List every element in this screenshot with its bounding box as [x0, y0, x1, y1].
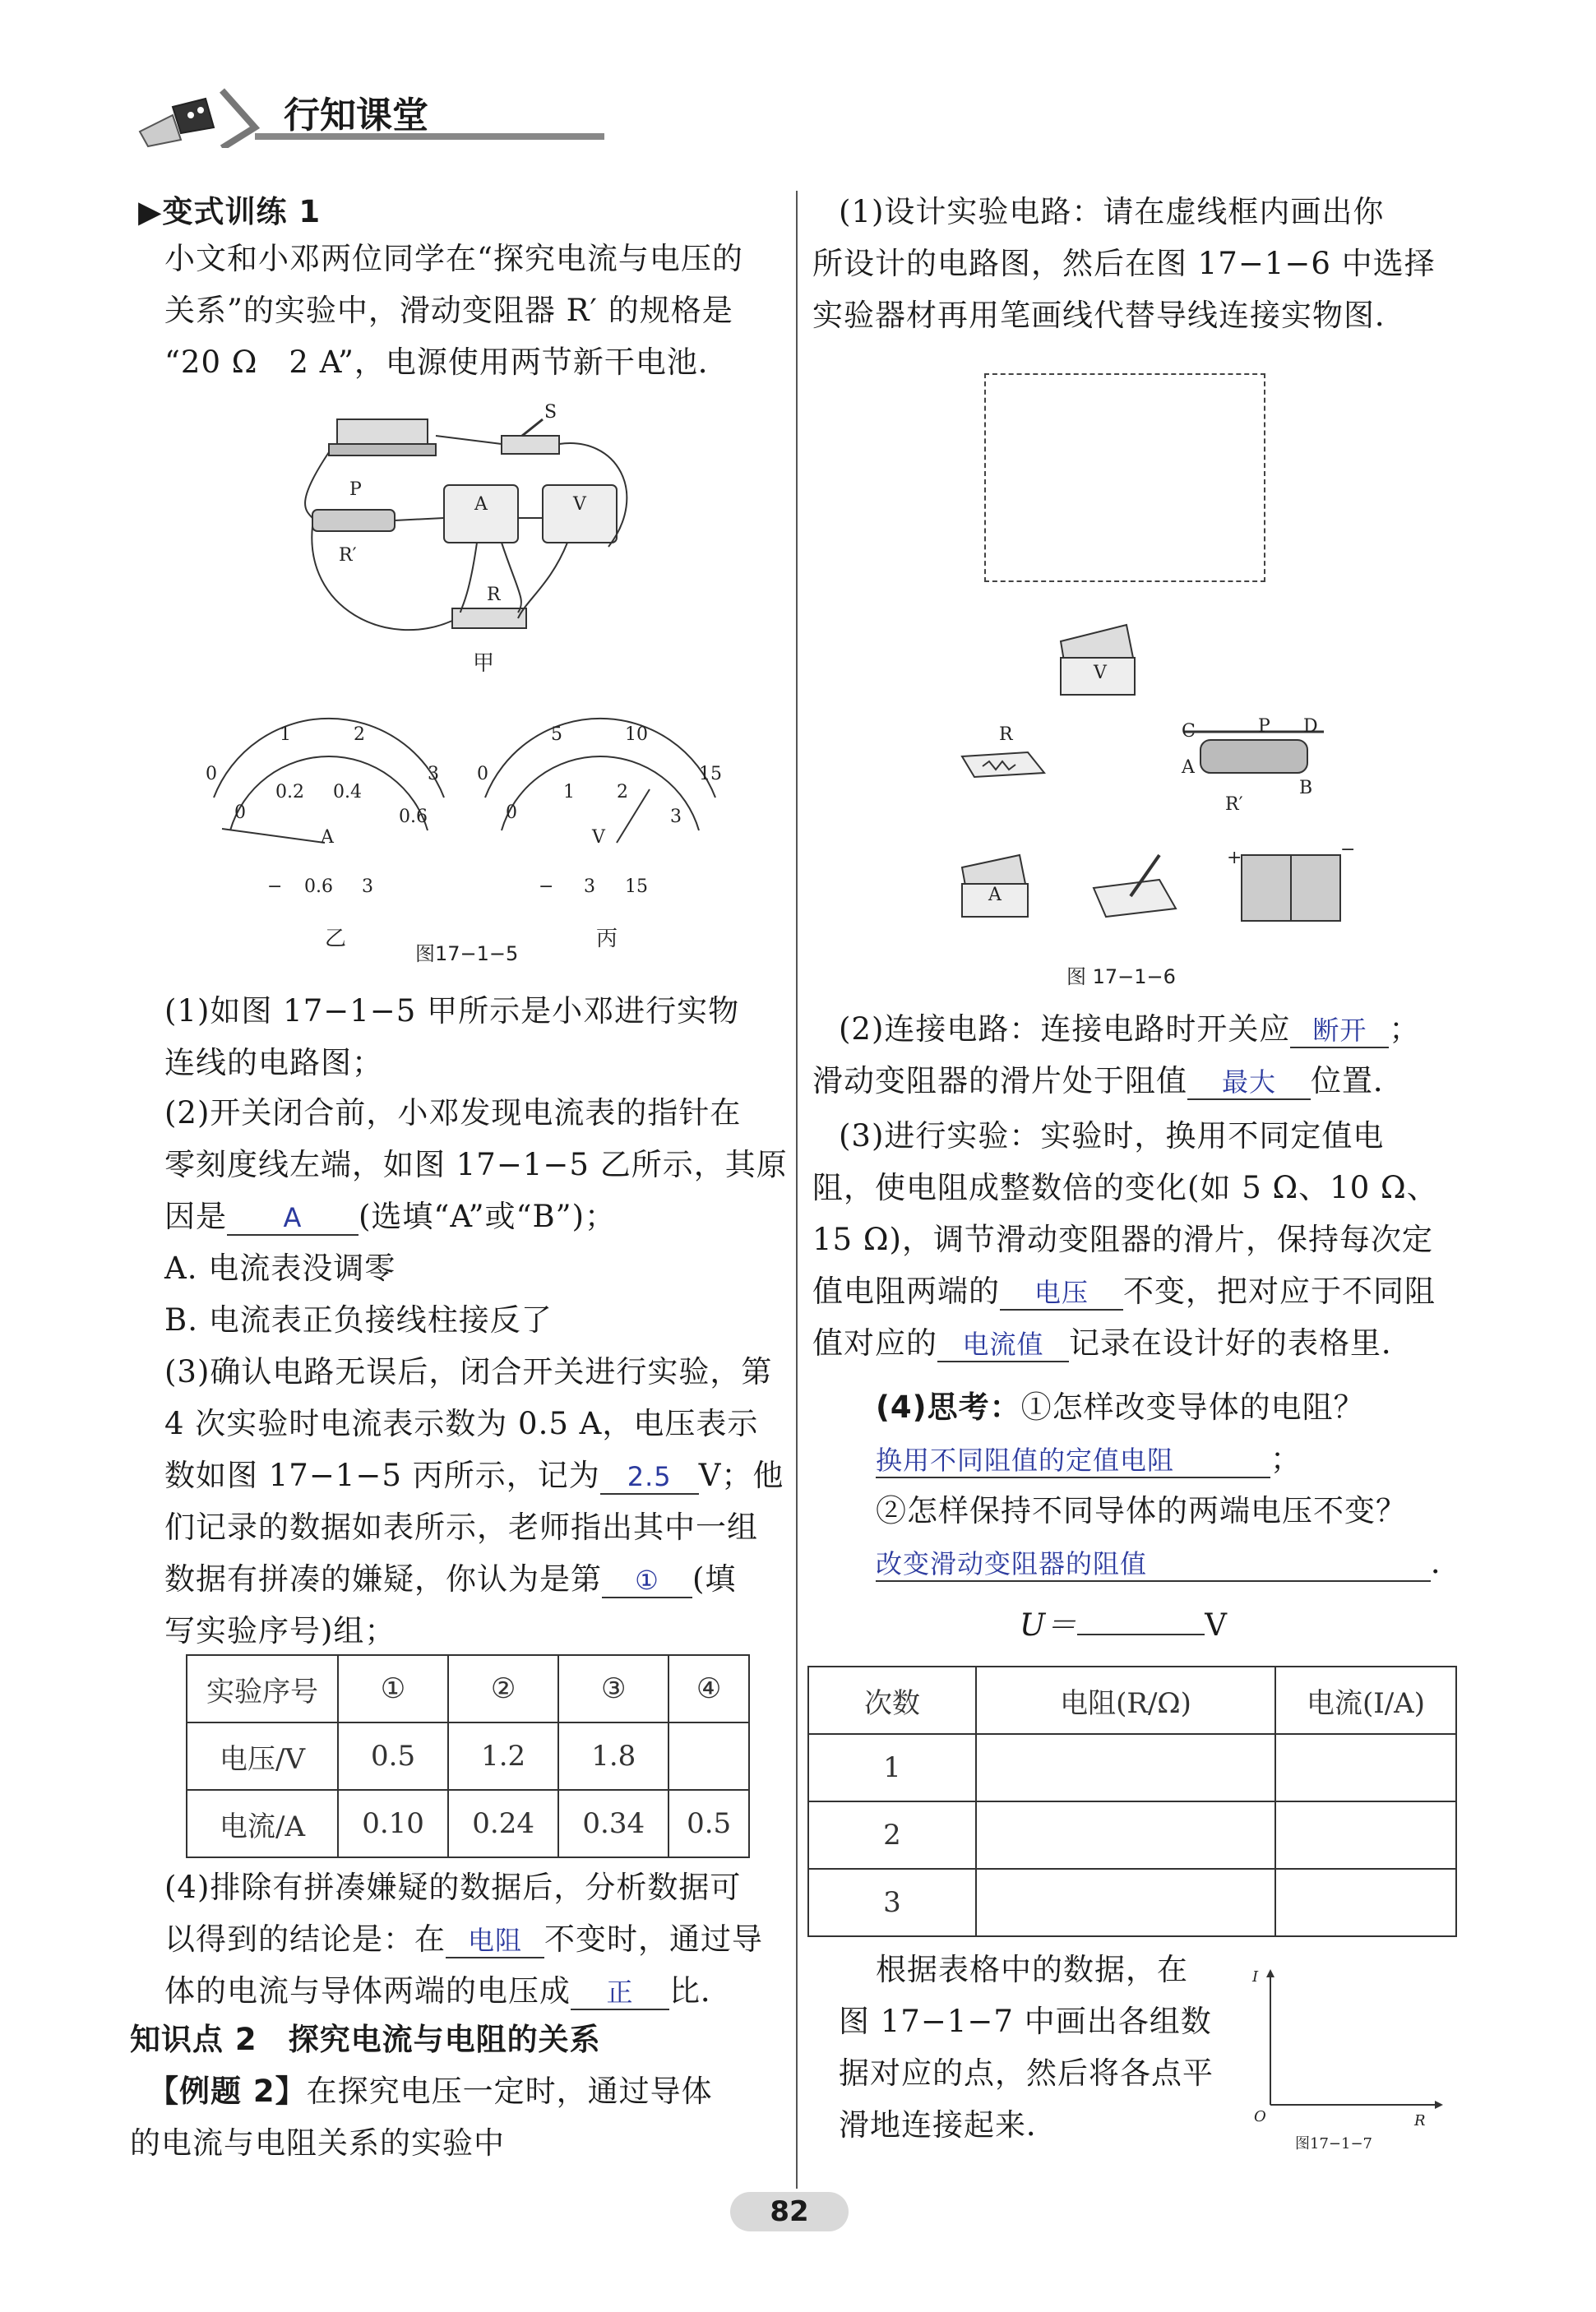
- svg-text:图17−1−7: 图17−1−7: [1295, 2135, 1372, 2152]
- switch-device: [1094, 855, 1176, 917]
- example-2: 【例题 2】在探究电压一定时，通过导体: [148, 2074, 713, 2109]
- rheostat-device: [1181, 716, 1324, 815]
- table-row: 1: [808, 1734, 1456, 1801]
- svg-text:A: A: [1182, 757, 1195, 778]
- svg-text:10: 10: [625, 724, 648, 745]
- rheostat-label: R′: [339, 545, 357, 566]
- svg-text:0.4: 0.4: [333, 782, 362, 802]
- svg-text:O: O: [1254, 2108, 1266, 2125]
- table-row: 电压/V 0.5 1.2 1.8: [187, 1722, 749, 1790]
- slider-label: P: [349, 479, 362, 500]
- ammeter-device: [962, 855, 1028, 917]
- variant-training-label: ▶变式训练 1: [138, 194, 322, 229]
- intro-text: 小文和小邓两位同学在“探究电流与电压的 关系”的实验中，滑动变阻器 R′ 的规格是 “20 Ω 2 A”，电源使用两节新干电池．: [164, 241, 743, 380]
- table-row: 3: [808, 1869, 1456, 1936]
- svg-text:0.6: 0.6: [304, 876, 333, 897]
- svg-text:C: C: [1182, 721, 1196, 742]
- ammeter-dial: [206, 719, 444, 951]
- table-row: 2: [808, 1801, 1456, 1869]
- p2-answer-switch: 断开: [1312, 1015, 1367, 1046]
- svg-text:−: −: [1340, 839, 1356, 860]
- svg-text:R′: R′: [1225, 794, 1243, 815]
- svg-text:0: 0: [477, 764, 488, 784]
- svg-text:+: +: [1227, 848, 1242, 868]
- svg-text:2: 2: [354, 724, 365, 745]
- battery-device: [1227, 839, 1355, 921]
- svg-text:−: −: [267, 876, 283, 897]
- resistor-device: [962, 724, 1044, 777]
- p3-answer-record: 电流值: [962, 1329, 1044, 1360]
- equipment-figure: [937, 617, 1472, 954]
- question-2: (2)开关闭合前，小邓发现电流表的指针在 零刻度线左端，如图 17−1−5 乙所示，其原 因是 A (选填“A”或“B”)； A. 电流表没调零 B. 电流表正负接线柱接反了: [164, 1095, 788, 1338]
- page-number-badge: [730, 2192, 849, 2231]
- p2-answer-position: 最大: [1221, 1066, 1276, 1098]
- svg-text:R: R: [999, 724, 1013, 745]
- svg-text:0: 0: [206, 764, 217, 784]
- svg-text:R: R: [1414, 2112, 1426, 2129]
- ammeter-label: A: [474, 494, 488, 515]
- svg-text:乙: 乙: [325, 927, 347, 951]
- svg-text:15: 15: [625, 876, 648, 897]
- table-row: 电流/A 0.10 0.24 0.34 0.5: [187, 1790, 749, 1857]
- part-2-connect: (2)连接电路：连接电路时开关应 断开 ； 滑动变阻器的滑片处于阻值 最大 位置．: [812, 1011, 1421, 1098]
- part-3-experiment: (3)进行实验：实验时，换用不同定值电 阻，使电阻成整数倍的变化(如 5 Ω、10 Ω、 15 Ω)，调节滑动变阻器的滑片，保持每次定 值电阻两端的 电压 不变，把对应于不同阻 值对应的 电流值 记录在设计好的表格里．: [812, 1118, 1438, 1361]
- svg-text:丙: 丙: [596, 927, 618, 951]
- meter-readings: [189, 715, 765, 962]
- p4-answer-2: 改变滑动变阻器的阻值: [876, 1548, 1148, 1579]
- svg-text:B: B: [1299, 778, 1313, 798]
- svg-text:V: V: [1094, 663, 1107, 683]
- svg-text:I: I: [1252, 1969, 1259, 1986]
- svg-text:V: V: [592, 827, 605, 848]
- svg-text:1: 1: [563, 782, 575, 802]
- svg-text:0: 0: [506, 802, 517, 823]
- fig6-caption: 图 17−1−6: [1066, 965, 1176, 988]
- knowledge-point-2: 知识点 2 探究电流与电阻的关系: [130, 2022, 601, 2057]
- svg-text:5: 5: [551, 724, 562, 745]
- svg-text:0.2: 0.2: [275, 782, 304, 802]
- data-table-1: 实验序号 ① ② ③ ④ 电压/V 0.5 1.2 1.8 电流/A 0.10 0.24 0.34 0.5: [186, 1654, 750, 1858]
- i-r-graph: [1246, 1969, 1443, 2158]
- example-2-line2: 的电流与电阻关系的实验中: [130, 2125, 505, 2161]
- data-table-2: 次数 电阻(R/Ω) 电流(I/A) 1 2 3: [807, 1666, 1457, 1937]
- circuit-diagram-jia: [304, 403, 658, 691]
- svg-text:D: D: [1303, 716, 1318, 737]
- svg-text:3: 3: [428, 764, 439, 784]
- part-4-think: (4)思考：①怎样改变导体的电阻？ 换用不同阻值的定值电阻 ； ②怎样保持不同导体的两端电压不变？ 改变滑动变阻器的阻值 ．: [876, 1390, 1462, 1580]
- svg-text:A: A: [988, 885, 1002, 905]
- q3-answer-group: ①: [635, 1565, 659, 1596]
- voltmeter-dial: [477, 719, 722, 951]
- voltmeter-label: V: [573, 494, 586, 515]
- q2-answer: A: [283, 1202, 303, 1233]
- svg-text:3: 3: [670, 807, 682, 827]
- question-4: (4)排除有拼凑嫌疑的数据后，分析数据可 以得到的结论是：在 电阻 不变时，通过导 体的电流与导体两端的电压成 正 比．: [164, 1870, 763, 2009]
- page-number: 82: [770, 2195, 809, 2228]
- svg-text:0: 0: [234, 802, 246, 823]
- p3-answer-keep: 电压: [1034, 1277, 1089, 1308]
- column-divider: [796, 191, 798, 2189]
- q4-answer-condition: 电阻: [467, 1925, 522, 1956]
- svg-text:P: P: [1258, 716, 1270, 737]
- q3-answer-voltage: 2.5: [627, 1461, 672, 1492]
- svg-text:15: 15: [699, 764, 722, 784]
- part-5-plot: 根据表格中的数据，在 图 17−1−7 中画出各组数 据对应的点，然后将各点平 滑地连接起来．: [839, 1952, 1214, 2143]
- resistor-label: R: [487, 585, 501, 605]
- fig-jia-label: 甲: [473, 651, 495, 676]
- svg-text:1: 1: [280, 724, 291, 745]
- svg-text:2: 2: [617, 782, 628, 802]
- voltage-line: U＝ V: [1020, 1607, 1228, 1643]
- switch-label: S: [544, 403, 557, 423]
- svg-text:0.6: 0.6: [399, 807, 428, 827]
- part-1-design: (1)设计实验电路：请在虚线框内画出你 所设计的电路图，然后在图 17−1−6 中选择 实验器材再用笔画线代替导线连接实物图．: [812, 194, 1436, 333]
- header-title: 行知课堂: [284, 95, 428, 136]
- svg-text:3: 3: [584, 876, 595, 897]
- svg-text:A: A: [321, 827, 334, 848]
- question-1: (1)如图 17−1−5 甲所示是小邓进行实物 连线的电路图；: [164, 993, 740, 1080]
- question-3: (3)确认电路无误后，闭合开关进行实验，第 4 次实验时电流表示数为 0.5 A，电压表示 数如图 17−1−5 丙所示，记为 2.5 V；他 们记录的数据如表所示，老师指出其中一组 数据有拼凑的嫌疑，你认为是第 ① (填 写实验序号)组；: [164, 1354, 784, 1648]
- q4-answer-relation: 正: [606, 1977, 634, 2008]
- fig5-caption: 图17−1−5: [415, 942, 519, 965]
- svg-text:−: −: [539, 876, 554, 897]
- svg-text:3: 3: [362, 876, 373, 897]
- voltmeter-device: [1061, 625, 1135, 695]
- p4-answer-1: 换用不同阻值的定值电阻: [876, 1445, 1175, 1476]
- circuit-drawing-box[interactable]: [984, 373, 1265, 582]
